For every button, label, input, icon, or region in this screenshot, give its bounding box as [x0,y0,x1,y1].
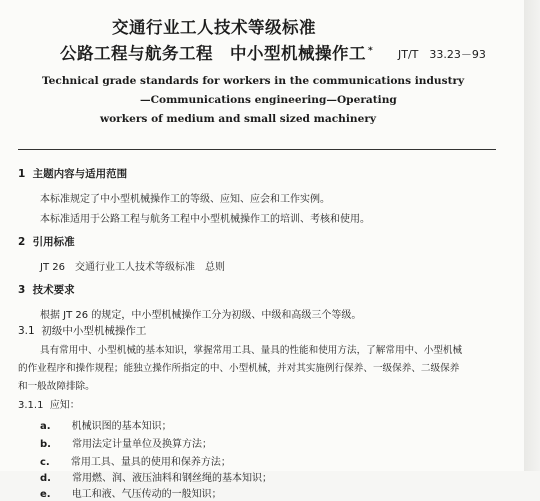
list-marker: d. [40,473,51,484]
standard-title-line-1: 交通行业工人技术等级标准 [112,18,316,37]
list-text: 电工和液、气压传动的一般知识； [71,489,222,500]
section-number: 3 [18,284,26,296]
list-marker: e. [40,489,51,500]
list-marker: a. [40,421,51,432]
paragraph: 本标准规定了中小型机械操作工的等级、应知、应会和工作实例。 [40,194,330,205]
paragraph: 根据 JT 26 的规定，中小型机械操作工分为初级、中级和高级三个等级。 [40,310,362,321]
subsection-title: 应知： [49,400,80,411]
list-marker: c. [40,457,50,468]
paragraph: 本标准适用于公路工程与航务工程中小型机械操作工的培训、考核和使用。 [40,214,370,225]
section-1-heading [18,166,127,181]
standard-title-text: 公路工程与航务工程 中小型机械操作工 [60,44,366,63]
standard-title-line-2 [60,40,373,64]
list-text: 机械识图的基本知识； [71,421,172,432]
english-title-line-1: Technical grade standards for workers in the communications industry [42,75,465,87]
section-title: 技术要求 [32,284,75,296]
paragraph-line: 具有常用中、小型机械的基本知识，掌握常用工具、量具的性能和使用方法，了解常用中、小型机械 [40,345,463,356]
list-text: 常用燃、润、液压油料和钢丝绳的基本知识； [72,473,273,484]
paragraph-line: 的作业程序和操作规程；能独立操作所指定的中、小型机械，并对其实施例行保养、一级保养、二级保养 [18,363,460,374]
subsection-3-1-heading [18,323,146,338]
section-2-heading [18,234,75,249]
subsection-number: 3.1 [18,325,35,337]
section-title: 主题内容与适用范围 [32,168,128,180]
list-item [40,482,222,501]
paragraph-line: 和一般故障排除。 [18,381,95,392]
subsection-title: 初级中小型机械操作工 [41,325,147,337]
list-item [40,414,172,433]
section-number: 2 [18,236,26,248]
subsection-3-1-1-heading [18,396,80,411]
list-item [40,432,212,451]
list-text: 常用法定计量单位及换算方法； [72,439,213,450]
footnote-mark: * [368,45,374,56]
page-edge-shadow [524,0,540,471]
section-title: 引用标准 [32,236,75,248]
section-3-heading [18,282,75,297]
reference-standard: JT 26 交通行业工人技术等级标准 总则 [40,262,225,273]
section-number: 1 [18,168,26,180]
list-marker: b. [40,439,51,450]
subsection-number: 3.1.1 [18,400,44,411]
english-title-line-2: —Communications engineering—Operating [140,94,397,106]
standard-code: JT/T 33.23－93 [398,48,486,61]
english-title-line-3: workers of medium and small sized machinery [100,113,377,125]
list-text: 常用工具、量具的使用和保养方法； [70,457,231,468]
header-divider [18,149,496,150]
